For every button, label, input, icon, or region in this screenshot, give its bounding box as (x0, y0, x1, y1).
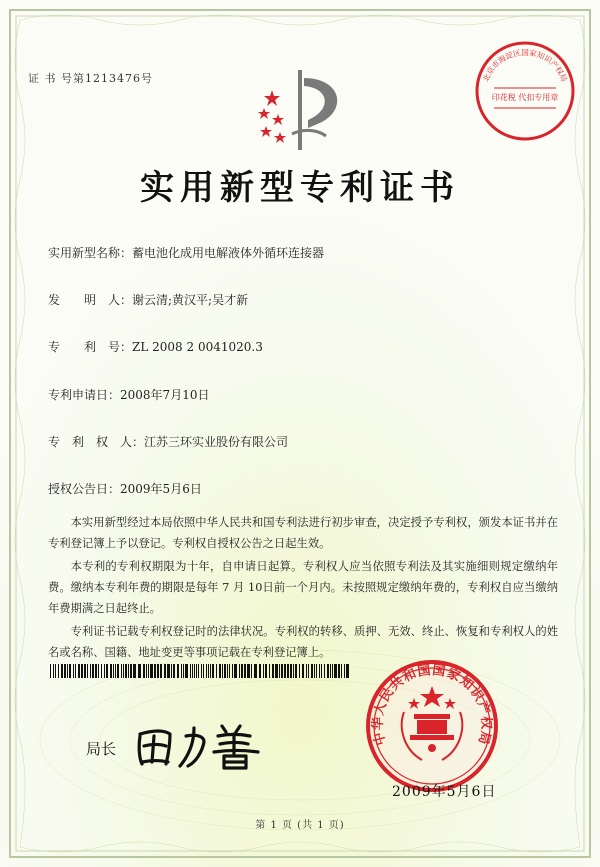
field-application-date (48, 386, 209, 403)
field-patentee (48, 433, 288, 450)
certificate-title: 实用新型专利证书 (140, 168, 460, 208)
patent-office-emblem-icon (252, 64, 352, 154)
signature-title: 局长 (86, 740, 117, 758)
field-value: 谢云清;黄汉平;吴才新 (132, 293, 249, 307)
national-ip-office-seal (362, 656, 502, 796)
svg-text:中华人民共和国国家知识产权局: 中华人民共和国国家知识产权局 (370, 663, 494, 747)
field-patent-number (48, 338, 263, 355)
field-utility-name (48, 244, 324, 261)
field-value: 蓄电池化成用电解液体外循环连接器 (132, 246, 325, 260)
field-label: 授权公告日： (48, 482, 121, 496)
field-value: 2009年5月6日 (120, 482, 202, 496)
certificate-number: 证 书 号第1213476号 (28, 72, 153, 85)
seal-date: 2009年5月6日 (392, 784, 497, 800)
tax-stamp-seal (470, 36, 580, 146)
field-label: 专利申请日： (48, 388, 121, 402)
field-label: 发 明 人： (48, 293, 133, 307)
field-inventors (48, 291, 248, 308)
paragraph-legal-status: 专利证书记载专利权登记时的法律状况。专利权的转移、质押、无效、终止、恢复和专利权人的姓名或名称、国籍、地址变更等事项记载在专利登记簿上。 (48, 625, 558, 659)
field-label: 专 利 权 人： (48, 435, 145, 449)
svg-text:印花税 代扣专用章: 印花税 代扣专用章 (491, 93, 559, 102)
field-label: 实用新型名称： (48, 246, 133, 260)
paragraph-term-and-fees: 本专利的专利权期限为十年，自申请日起算。专利权人应当依照专利法及其实施细则规定缴纳年费。缴纳本专利年费的期限是每年 7 月 10日前一个月内。未按照规定缴纳年费的，专利权自应当缴纳年费期满之日起终止。 (48, 560, 558, 615)
field-value: ZL 2008 2 0041020.3 (132, 340, 263, 354)
page-number: 第 1 页 (共 1 页) (255, 820, 345, 831)
svg-text:北京市海淀区国家知识产权局: 北京市海淀区国家知识产权局 (481, 48, 569, 84)
director-signature (130, 712, 270, 772)
field-value: 2008年7月10日 (120, 388, 210, 402)
barcode (50, 664, 350, 678)
paragraph-grant-decision: 本实用新型经过本局依照中华人民共和国专利法进行初步审查，决定授予专利权，颁发本证书并在专利登记簿上予以登记。专利权自授权公告之日起生效。 (48, 516, 558, 550)
field-label: 专 利 号： (48, 340, 133, 354)
field-grant-date (48, 480, 202, 497)
field-value: 江苏三环实业股份有限公司 (144, 435, 289, 449)
